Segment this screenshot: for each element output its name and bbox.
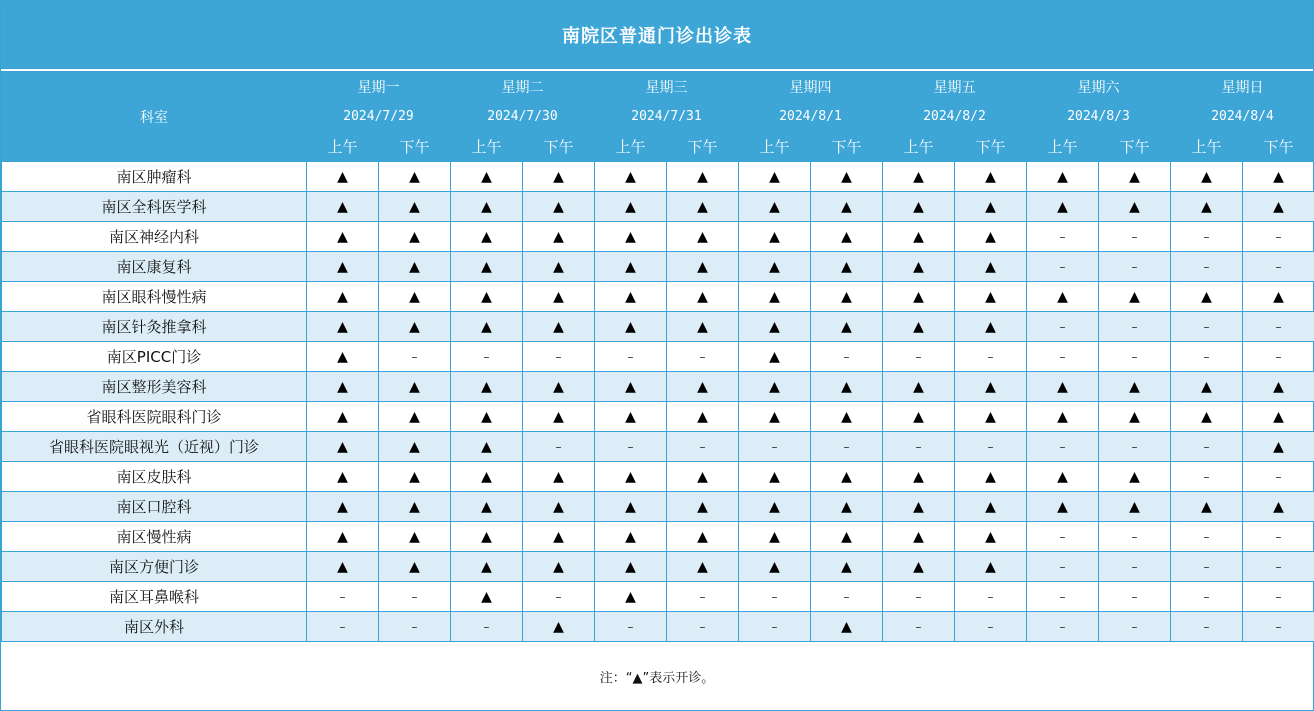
date-header: 2024/7/31: [595, 102, 739, 132]
open-mark: ▲: [883, 402, 955, 432]
open-mark: ▲: [1099, 372, 1171, 402]
open-mark: ▲: [451, 372, 523, 402]
table-row: [2, 492, 1314, 522]
open-mark: ▲: [307, 522, 379, 552]
open-mark: ▲: [955, 492, 1027, 522]
open-mark: ▲: [307, 312, 379, 342]
open-mark: ▲: [955, 162, 1027, 192]
open-mark: ▲: [811, 372, 883, 402]
open-mark: ▲: [595, 582, 667, 612]
closed-mark: –: [1027, 222, 1099, 252]
closed-mark: –: [1099, 222, 1171, 252]
dept-name: 南区慢性病: [2, 522, 307, 552]
open-mark: ▲: [451, 492, 523, 522]
open-mark: ▲: [739, 282, 811, 312]
closed-mark: –: [1243, 312, 1314, 342]
open-mark: ▲: [379, 402, 451, 432]
closed-mark: –: [1027, 252, 1099, 282]
open-mark: ▲: [1171, 492, 1243, 522]
dept-name: 南区肿瘤科: [2, 162, 307, 192]
open-mark: ▲: [1027, 402, 1099, 432]
open-mark: ▲: [811, 312, 883, 342]
open-mark: ▲: [883, 192, 955, 222]
open-mark: ▲: [739, 492, 811, 522]
dept-name: 南区口腔科: [2, 492, 307, 522]
open-mark: ▲: [955, 252, 1027, 282]
open-mark: ▲: [955, 552, 1027, 582]
pm-header: 下午: [1099, 132, 1171, 162]
am-header: 上午: [1171, 132, 1243, 162]
open-mark: ▲: [667, 312, 739, 342]
closed-mark: –: [811, 582, 883, 612]
open-mark: ▲: [379, 372, 451, 402]
open-mark: ▲: [307, 222, 379, 252]
closed-mark: –: [1243, 222, 1314, 252]
open-mark: ▲: [451, 222, 523, 252]
weekday-header: 星期五: [883, 72, 1027, 102]
open-mark: ▲: [1027, 492, 1099, 522]
closed-mark: –: [379, 342, 451, 372]
open-mark: ▲: [811, 462, 883, 492]
closed-mark: –: [1171, 612, 1243, 642]
table-row: [2, 252, 1314, 282]
closed-mark: –: [1099, 252, 1171, 282]
dept-name: 省眼科医院眼科门诊: [2, 402, 307, 432]
open-mark: ▲: [739, 192, 811, 222]
closed-mark: –: [595, 342, 667, 372]
open-mark: ▲: [379, 312, 451, 342]
closed-mark: –: [595, 432, 667, 462]
weekday-header: 星期四: [739, 72, 883, 102]
table-row: [2, 612, 1314, 642]
open-mark: ▲: [523, 282, 595, 312]
open-mark: ▲: [811, 192, 883, 222]
closed-mark: –: [379, 612, 451, 642]
open-mark: ▲: [523, 402, 595, 432]
open-mark: ▲: [667, 462, 739, 492]
closed-mark: –: [955, 432, 1027, 462]
open-mark: ▲: [1243, 372, 1314, 402]
date-header: 2024/8/1: [739, 102, 883, 132]
open-mark: ▲: [883, 252, 955, 282]
closed-mark: –: [883, 342, 955, 372]
open-mark: ▲: [523, 552, 595, 582]
open-mark: ▲: [955, 192, 1027, 222]
date-header: 2024/8/4: [1171, 102, 1314, 132]
open-mark: ▲: [379, 222, 451, 252]
weekday-header: 星期日: [1171, 72, 1314, 102]
closed-mark: –: [307, 582, 379, 612]
open-mark: ▲: [379, 162, 451, 192]
closed-mark: –: [739, 432, 811, 462]
open-mark: ▲: [523, 462, 595, 492]
closed-mark: –: [1243, 612, 1314, 642]
open-mark: ▲: [379, 282, 451, 312]
closed-mark: –: [1027, 552, 1099, 582]
closed-mark: –: [883, 582, 955, 612]
closed-mark: –: [1171, 552, 1243, 582]
open-mark: ▲: [595, 282, 667, 312]
closed-mark: –: [307, 612, 379, 642]
open-mark: ▲: [883, 492, 955, 522]
open-mark: ▲: [379, 462, 451, 492]
open-mark: ▲: [811, 222, 883, 252]
table-row: [2, 552, 1314, 582]
open-mark: ▲: [595, 192, 667, 222]
dept-column-header: 科室: [2, 72, 307, 162]
table-row: [2, 462, 1314, 492]
table-row: [2, 342, 1314, 372]
pm-header: 下午: [811, 132, 883, 162]
dept-name: 南区全科医学科: [2, 192, 307, 222]
pm-header: 下午: [1243, 132, 1314, 162]
closed-mark: –: [667, 582, 739, 612]
open-mark: ▲: [307, 552, 379, 582]
table-row: [2, 162, 1314, 192]
open-mark: ▲: [1099, 492, 1171, 522]
closed-mark: –: [1027, 522, 1099, 552]
open-mark: ▲: [1099, 462, 1171, 492]
open-mark: ▲: [523, 192, 595, 222]
closed-mark: –: [1243, 582, 1314, 612]
closed-mark: –: [523, 342, 595, 372]
closed-mark: –: [523, 432, 595, 462]
open-mark: ▲: [955, 522, 1027, 552]
closed-mark: –: [1099, 612, 1171, 642]
open-mark: ▲: [1243, 162, 1314, 192]
date-header: 2024/8/3: [1027, 102, 1171, 132]
open-mark: ▲: [739, 222, 811, 252]
closed-mark: –: [1243, 522, 1314, 552]
open-mark: ▲: [307, 192, 379, 222]
open-mark: ▲: [1243, 402, 1314, 432]
weekday-header: 星期一: [307, 72, 451, 102]
open-mark: ▲: [811, 492, 883, 522]
open-mark: ▲: [523, 522, 595, 552]
open-mark: ▲: [451, 552, 523, 582]
closed-mark: –: [1243, 462, 1314, 492]
open-mark: ▲: [1027, 462, 1099, 492]
open-mark: ▲: [523, 312, 595, 342]
dept-name: 南区整形美容科: [2, 372, 307, 402]
dept-name: 南区康复科: [2, 252, 307, 282]
open-mark: ▲: [667, 192, 739, 222]
am-header: 上午: [1027, 132, 1099, 162]
closed-mark: –: [955, 612, 1027, 642]
pm-header: 下午: [955, 132, 1027, 162]
am-header: 上午: [451, 132, 523, 162]
closed-mark: –: [667, 612, 739, 642]
open-mark: ▲: [667, 492, 739, 522]
open-mark: ▲: [595, 522, 667, 552]
closed-mark: –: [451, 612, 523, 642]
open-mark: ▲: [883, 522, 955, 552]
closed-mark: –: [883, 612, 955, 642]
open-mark: ▲: [595, 312, 667, 342]
closed-mark: –: [523, 582, 595, 612]
closed-mark: –: [883, 432, 955, 462]
closed-mark: –: [1027, 312, 1099, 342]
open-mark: ▲: [379, 492, 451, 522]
open-mark: ▲: [595, 252, 667, 282]
closed-mark: –: [1171, 432, 1243, 462]
dept-name: 南区方便门诊: [2, 552, 307, 582]
open-mark: ▲: [451, 462, 523, 492]
open-mark: ▲: [595, 492, 667, 522]
open-mark: ▲: [1099, 402, 1171, 432]
open-mark: ▲: [955, 312, 1027, 342]
closed-mark: –: [595, 612, 667, 642]
closed-mark: –: [955, 342, 1027, 372]
open-mark: ▲: [811, 282, 883, 312]
open-mark: ▲: [667, 162, 739, 192]
date-header: 2024/7/29: [307, 102, 451, 132]
open-mark: ▲: [307, 342, 379, 372]
open-mark: ▲: [523, 492, 595, 522]
pm-header: 下午: [379, 132, 451, 162]
open-mark: ▲: [451, 282, 523, 312]
closed-mark: –: [1099, 582, 1171, 612]
open-mark: ▲: [811, 162, 883, 192]
open-mark: ▲: [307, 402, 379, 432]
date-header: 2024/8/2: [883, 102, 1027, 132]
closed-mark: –: [955, 582, 1027, 612]
open-mark: ▲: [1243, 492, 1314, 522]
date-header: 2024/7/30: [451, 102, 595, 132]
open-mark: ▲: [1027, 372, 1099, 402]
open-mark: ▲: [523, 222, 595, 252]
closed-mark: –: [811, 342, 883, 372]
am-header: 上午: [883, 132, 955, 162]
closed-mark: –: [451, 342, 523, 372]
open-mark: ▲: [595, 462, 667, 492]
open-mark: ▲: [667, 552, 739, 582]
open-mark: ▲: [1243, 432, 1314, 462]
open-mark: ▲: [1243, 282, 1314, 312]
open-mark: ▲: [523, 252, 595, 282]
open-mark: ▲: [451, 522, 523, 552]
open-mark: ▲: [739, 462, 811, 492]
open-mark: ▲: [739, 372, 811, 402]
closed-mark: –: [1027, 582, 1099, 612]
closed-mark: –: [739, 582, 811, 612]
dept-name: 省眼科医院眼视光（近视）门诊: [2, 432, 307, 462]
open-mark: ▲: [1171, 372, 1243, 402]
open-mark: ▲: [595, 402, 667, 432]
open-mark: ▲: [451, 192, 523, 222]
page-title: 南院区普通门诊出诊表: [1, 1, 1313, 71]
open-mark: ▲: [307, 462, 379, 492]
table-row: [2, 582, 1314, 612]
closed-mark: –: [1171, 582, 1243, 612]
table-row: [2, 522, 1314, 552]
open-mark: ▲: [379, 252, 451, 282]
open-mark: ▲: [1099, 162, 1171, 192]
open-mark: ▲: [883, 312, 955, 342]
open-mark: ▲: [307, 252, 379, 282]
open-mark: ▲: [739, 552, 811, 582]
dept-name: 南区神经内科: [2, 222, 307, 252]
open-mark: ▲: [595, 222, 667, 252]
closed-mark: –: [739, 612, 811, 642]
closed-mark: –: [1099, 552, 1171, 582]
open-mark: ▲: [523, 162, 595, 192]
open-mark: ▲: [451, 432, 523, 462]
weekday-header: 星期三: [595, 72, 739, 102]
open-mark: ▲: [811, 552, 883, 582]
open-mark: ▲: [1171, 192, 1243, 222]
weekday-header: 星期六: [1027, 72, 1171, 102]
closed-mark: –: [1027, 432, 1099, 462]
closed-mark: –: [1243, 342, 1314, 372]
closed-mark: –: [1099, 342, 1171, 372]
open-mark: ▲: [955, 462, 1027, 492]
open-mark: ▲: [955, 372, 1027, 402]
open-mark: ▲: [667, 252, 739, 282]
closed-mark: –: [379, 582, 451, 612]
open-mark: ▲: [307, 372, 379, 402]
closed-mark: –: [1099, 432, 1171, 462]
dept-name: 南区针灸推拿科: [2, 312, 307, 342]
open-mark: ▲: [595, 372, 667, 402]
table-row: [2, 282, 1314, 312]
open-mark: ▲: [451, 402, 523, 432]
open-mark: ▲: [451, 582, 523, 612]
open-mark: ▲: [667, 402, 739, 432]
open-mark: ▲: [811, 612, 883, 642]
open-mark: ▲: [667, 282, 739, 312]
open-mark: ▲: [739, 522, 811, 552]
open-mark: ▲: [1027, 162, 1099, 192]
open-mark: ▲: [883, 282, 955, 312]
schedule-table: [1, 71, 1314, 642]
open-mark: ▲: [379, 192, 451, 222]
table-row: [2, 192, 1314, 222]
dept-name: 南区皮肤科: [2, 462, 307, 492]
open-mark: ▲: [883, 222, 955, 252]
open-mark: ▲: [811, 522, 883, 552]
dept-name: 南区PICC门诊: [2, 342, 307, 372]
open-mark: ▲: [739, 162, 811, 192]
closed-mark: –: [1243, 252, 1314, 282]
pm-header: 下午: [523, 132, 595, 162]
open-mark: ▲: [739, 402, 811, 432]
open-mark: ▲: [955, 222, 1027, 252]
closed-mark: –: [667, 432, 739, 462]
open-mark: ▲: [451, 162, 523, 192]
closed-mark: –: [1099, 312, 1171, 342]
open-mark: ▲: [307, 282, 379, 312]
open-mark: ▲: [1171, 162, 1243, 192]
dept-name: 南区眼科慢性病: [2, 282, 307, 312]
closed-mark: –: [1171, 522, 1243, 552]
open-mark: ▲: [1099, 192, 1171, 222]
open-mark: ▲: [1027, 192, 1099, 222]
open-mark: ▲: [883, 462, 955, 492]
open-mark: ▲: [739, 312, 811, 342]
closed-mark: –: [1027, 612, 1099, 642]
open-mark: ▲: [667, 372, 739, 402]
open-mark: ▲: [739, 342, 811, 372]
closed-mark: –: [1243, 552, 1314, 582]
open-mark: ▲: [667, 222, 739, 252]
open-mark: ▲: [595, 162, 667, 192]
open-mark: ▲: [379, 522, 451, 552]
table-row: [2, 222, 1314, 252]
am-header: 上午: [307, 132, 379, 162]
open-mark: ▲: [307, 432, 379, 462]
open-mark: ▲: [1171, 402, 1243, 432]
closed-mark: –: [1099, 522, 1171, 552]
am-header: 上午: [739, 132, 811, 162]
open-mark: ▲: [451, 312, 523, 342]
table-row: [2, 312, 1314, 342]
open-mark: ▲: [1027, 282, 1099, 312]
closed-mark: –: [667, 342, 739, 372]
open-mark: ▲: [955, 282, 1027, 312]
open-mark: ▲: [811, 402, 883, 432]
closed-mark: –: [1171, 312, 1243, 342]
closed-mark: –: [1027, 342, 1099, 372]
open-mark: ▲: [955, 402, 1027, 432]
closed-mark: –: [1171, 252, 1243, 282]
table-row: [2, 372, 1314, 402]
dept-name: 南区耳鼻喉科: [2, 582, 307, 612]
table-row: [2, 402, 1314, 432]
pm-header: 下午: [667, 132, 739, 162]
open-mark: ▲: [667, 522, 739, 552]
open-mark: ▲: [1171, 282, 1243, 312]
closed-mark: –: [1171, 342, 1243, 372]
closed-mark: –: [811, 432, 883, 462]
closed-mark: –: [1171, 462, 1243, 492]
closed-mark: –: [1171, 222, 1243, 252]
open-mark: ▲: [451, 252, 523, 282]
open-mark: ▲: [595, 552, 667, 582]
open-mark: ▲: [1243, 192, 1314, 222]
legend-note: 注：“▲”表示开诊。: [599, 670, 715, 686]
open-mark: ▲: [883, 552, 955, 582]
table-row: [2, 432, 1314, 462]
weekday-header: 星期二: [451, 72, 595, 102]
open-mark: ▲: [307, 492, 379, 522]
dept-name: 南区外科: [2, 612, 307, 642]
open-mark: ▲: [379, 432, 451, 462]
open-mark: ▲: [523, 372, 595, 402]
open-mark: ▲: [811, 252, 883, 282]
open-mark: ▲: [883, 162, 955, 192]
am-header: 上午: [595, 132, 667, 162]
open-mark: ▲: [1099, 282, 1171, 312]
open-mark: ▲: [739, 252, 811, 282]
open-mark: ▲: [523, 612, 595, 642]
open-mark: ▲: [307, 162, 379, 192]
open-mark: ▲: [379, 552, 451, 582]
open-mark: ▲: [883, 372, 955, 402]
